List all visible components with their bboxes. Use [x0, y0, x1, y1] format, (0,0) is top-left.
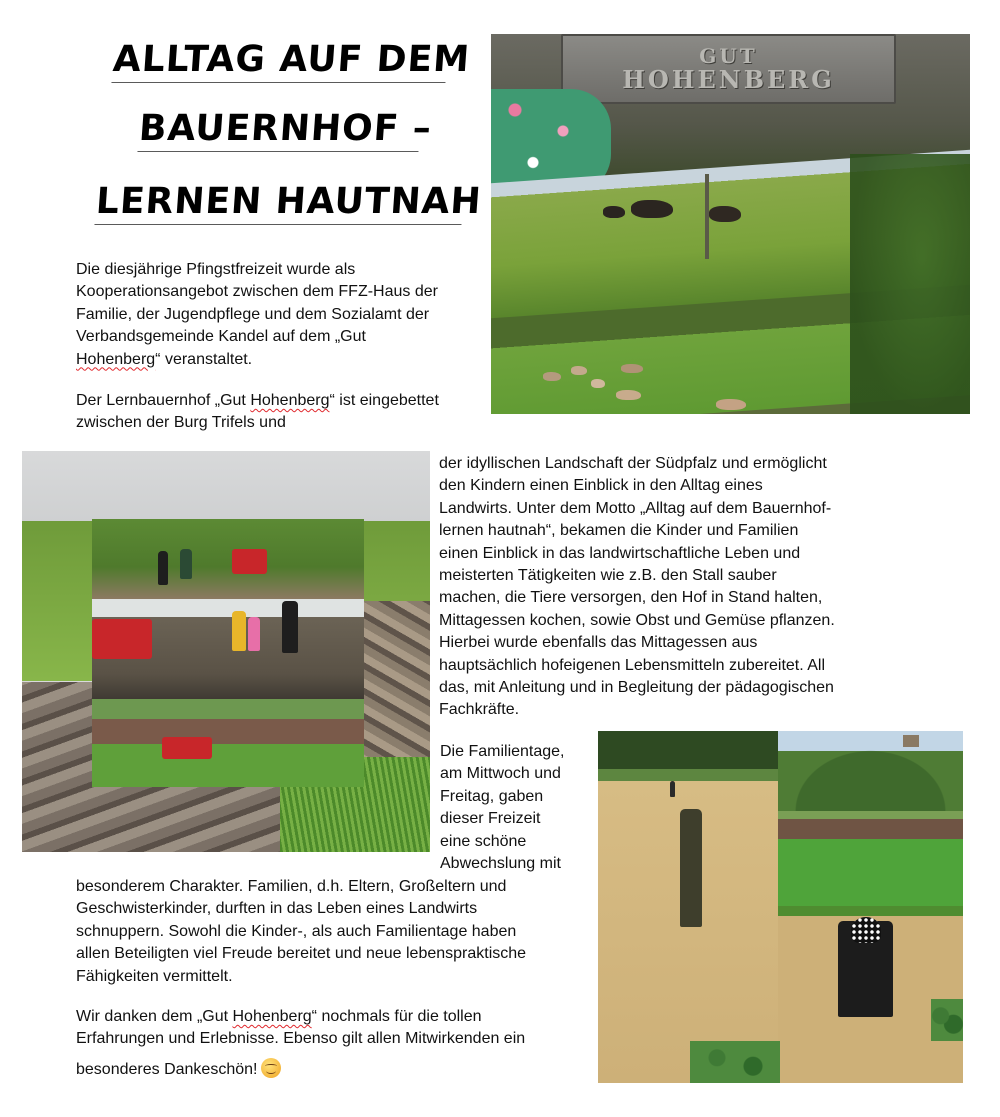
- text-line: Fähigkeiten vermittelt.: [76, 967, 233, 985]
- paragraph-family-days: [440, 741, 600, 875]
- castle: [903, 735, 919, 747]
- text-line: Fachkräfte.: [439, 701, 520, 719]
- text-line: zwischen der Burg Trifels und: [76, 414, 286, 432]
- text-line: Verbandsgemeinde Kandel auf dem „Gut: [76, 328, 366, 346]
- text-fragment: “ veranstaltet.: [155, 350, 253, 368]
- seedling-tray: [690, 1041, 780, 1083]
- person-distant: [670, 781, 675, 797]
- paragraph-thanks: [76, 1006, 596, 1081]
- pony: [603, 206, 625, 218]
- text-line: besonderem Charakter. Familien, d.h. Eltern, Großeltern und: [76, 878, 507, 895]
- child: [158, 551, 168, 585]
- text-line: Familie, der Jugendpflege und dem Sozialamt der: [76, 305, 430, 323]
- text-line: meisterten Tätigkeiten wie z.B. den Stall sauber: [439, 567, 777, 585]
- sign-text: GUT: [699, 44, 758, 68]
- text-line: Kooperationsangebot zwischen dem FFZ-Haus der: [76, 283, 438, 301]
- pony: [709, 206, 741, 222]
- sheep: [591, 379, 605, 388]
- text-line: Freitag, gaben: [440, 787, 544, 805]
- spellcheck-word[interactable]: Hohenberg: [250, 392, 330, 409]
- text-line: [76, 1006, 596, 1028]
- paragraph-family-days-cont: [76, 876, 596, 988]
- paragraph-location: [76, 390, 496, 435]
- photo-kids-at-woodpile: [92, 519, 364, 599]
- photo-collage-planting[interactable]: [598, 731, 963, 1083]
- sheep: [621, 364, 643, 373]
- child: [248, 617, 260, 651]
- child: [282, 601, 298, 653]
- stone-sign: [561, 34, 896, 104]
- sheep: [716, 399, 746, 410]
- person-standing: [680, 809, 702, 927]
- spellcheck-word[interactable]: Hohenberg: [232, 1008, 312, 1025]
- text-line: der idyllischen Landschaft der Südpfalz und ermöglicht: [439, 455, 827, 472]
- text-line: allen Beteiligten viel Freude bereitet und neue lebenspraktische: [76, 945, 527, 963]
- text-line: schnuppern. Sowohl die Kinder-, als auch Familientage haben: [76, 922, 517, 940]
- text-line: dieser Freizeit: [440, 810, 541, 828]
- text-fragment: Wir danken dem „Gut: [76, 1008, 233, 1025]
- photo-collage-gut-hohenberg[interactable]: [491, 34, 970, 414]
- text-line: Die Familientage,: [440, 743, 565, 760]
- text-line: das, mit Anleitung und in Begleitung der pädagogischen: [439, 679, 834, 697]
- text-line: Mittagessen kochen, sowie Obst und Gemüse pflanzen.: [439, 611, 835, 629]
- spellcheck-word[interactable]: Hohenberg: [76, 350, 156, 368]
- child: [232, 611, 246, 651]
- text-line: [76, 349, 496, 371]
- sheep: [543, 372, 561, 381]
- photo-collage-firewood[interactable]: [22, 451, 430, 852]
- photo-farmyard: [92, 699, 364, 787]
- text-line: hauptsächlich hofeigenen Lebensmitteln zubereitet. All: [439, 656, 826, 674]
- seedling-tray: [931, 999, 963, 1041]
- text-line: [76, 390, 496, 412]
- sign-text: HOHENBERG: [622, 65, 835, 94]
- text-fragment: “ nochmals für die tollen: [311, 1008, 482, 1025]
- tractor: [232, 549, 267, 574]
- text-line: Abwechslung mit: [440, 855, 561, 873]
- text-line: Erfahrungen und Erlebnisse. Ebenso gilt allen Mitwirkenden ein: [76, 1030, 526, 1048]
- text-fragment: besonderes Dankeschön!: [76, 1060, 258, 1078]
- text-line: [76, 1058, 596, 1081]
- paragraph-activities: [439, 453, 899, 722]
- paragraph-intro: [76, 259, 496, 371]
- text-line: einen Einblick in das landwirtschaftliche Leben und: [439, 544, 801, 562]
- tractor: [92, 619, 152, 659]
- text-line: lernen hautnah“, bekamen die Kinder und Familien: [439, 522, 799, 540]
- tractor: [162, 737, 212, 759]
- child: [180, 549, 192, 579]
- text-fragment: “ ist eingebettet: [329, 392, 439, 409]
- text-line: eine schöne: [440, 832, 527, 850]
- text-line: Landwirts. Unter dem Motto „Alltag auf dem Bauernhof-: [439, 499, 832, 517]
- polka-dot-hat: [851, 917, 881, 943]
- inner-photo-stack: [92, 519, 364, 787]
- sheep: [571, 366, 587, 375]
- title-line-3: LERNEN HAUTNAH: [94, 180, 464, 225]
- sheep: [616, 390, 641, 400]
- text-line: machen, die Tiere versorgen, den Hof in Stand halten,: [439, 589, 823, 607]
- fence-post: [705, 174, 709, 259]
- hill: [783, 741, 958, 811]
- smiling-face-icon: [261, 1058, 281, 1078]
- text-line: Hierbei wurde ebenfalls das Mittagessen aus: [439, 634, 758, 652]
- text-line: den Kindern einen Einblick in den Alltag eines: [439, 477, 763, 495]
- text-line: Die diesjährige Pfingstfreizeit wurde als: [76, 261, 356, 278]
- title-line-1: ALLTAG AUF DEM: [111, 38, 448, 83]
- text-line: Geschwisterkinder, durften in das Leben eines Landwirts: [76, 900, 478, 918]
- tree: [850, 154, 970, 414]
- text-line: am Mittwoch und: [440, 765, 561, 783]
- text-fragment: Der Lernbauernhof „Gut: [76, 392, 251, 409]
- title-line-2: BAUERNHOF –: [137, 107, 421, 152]
- pony: [631, 200, 673, 218]
